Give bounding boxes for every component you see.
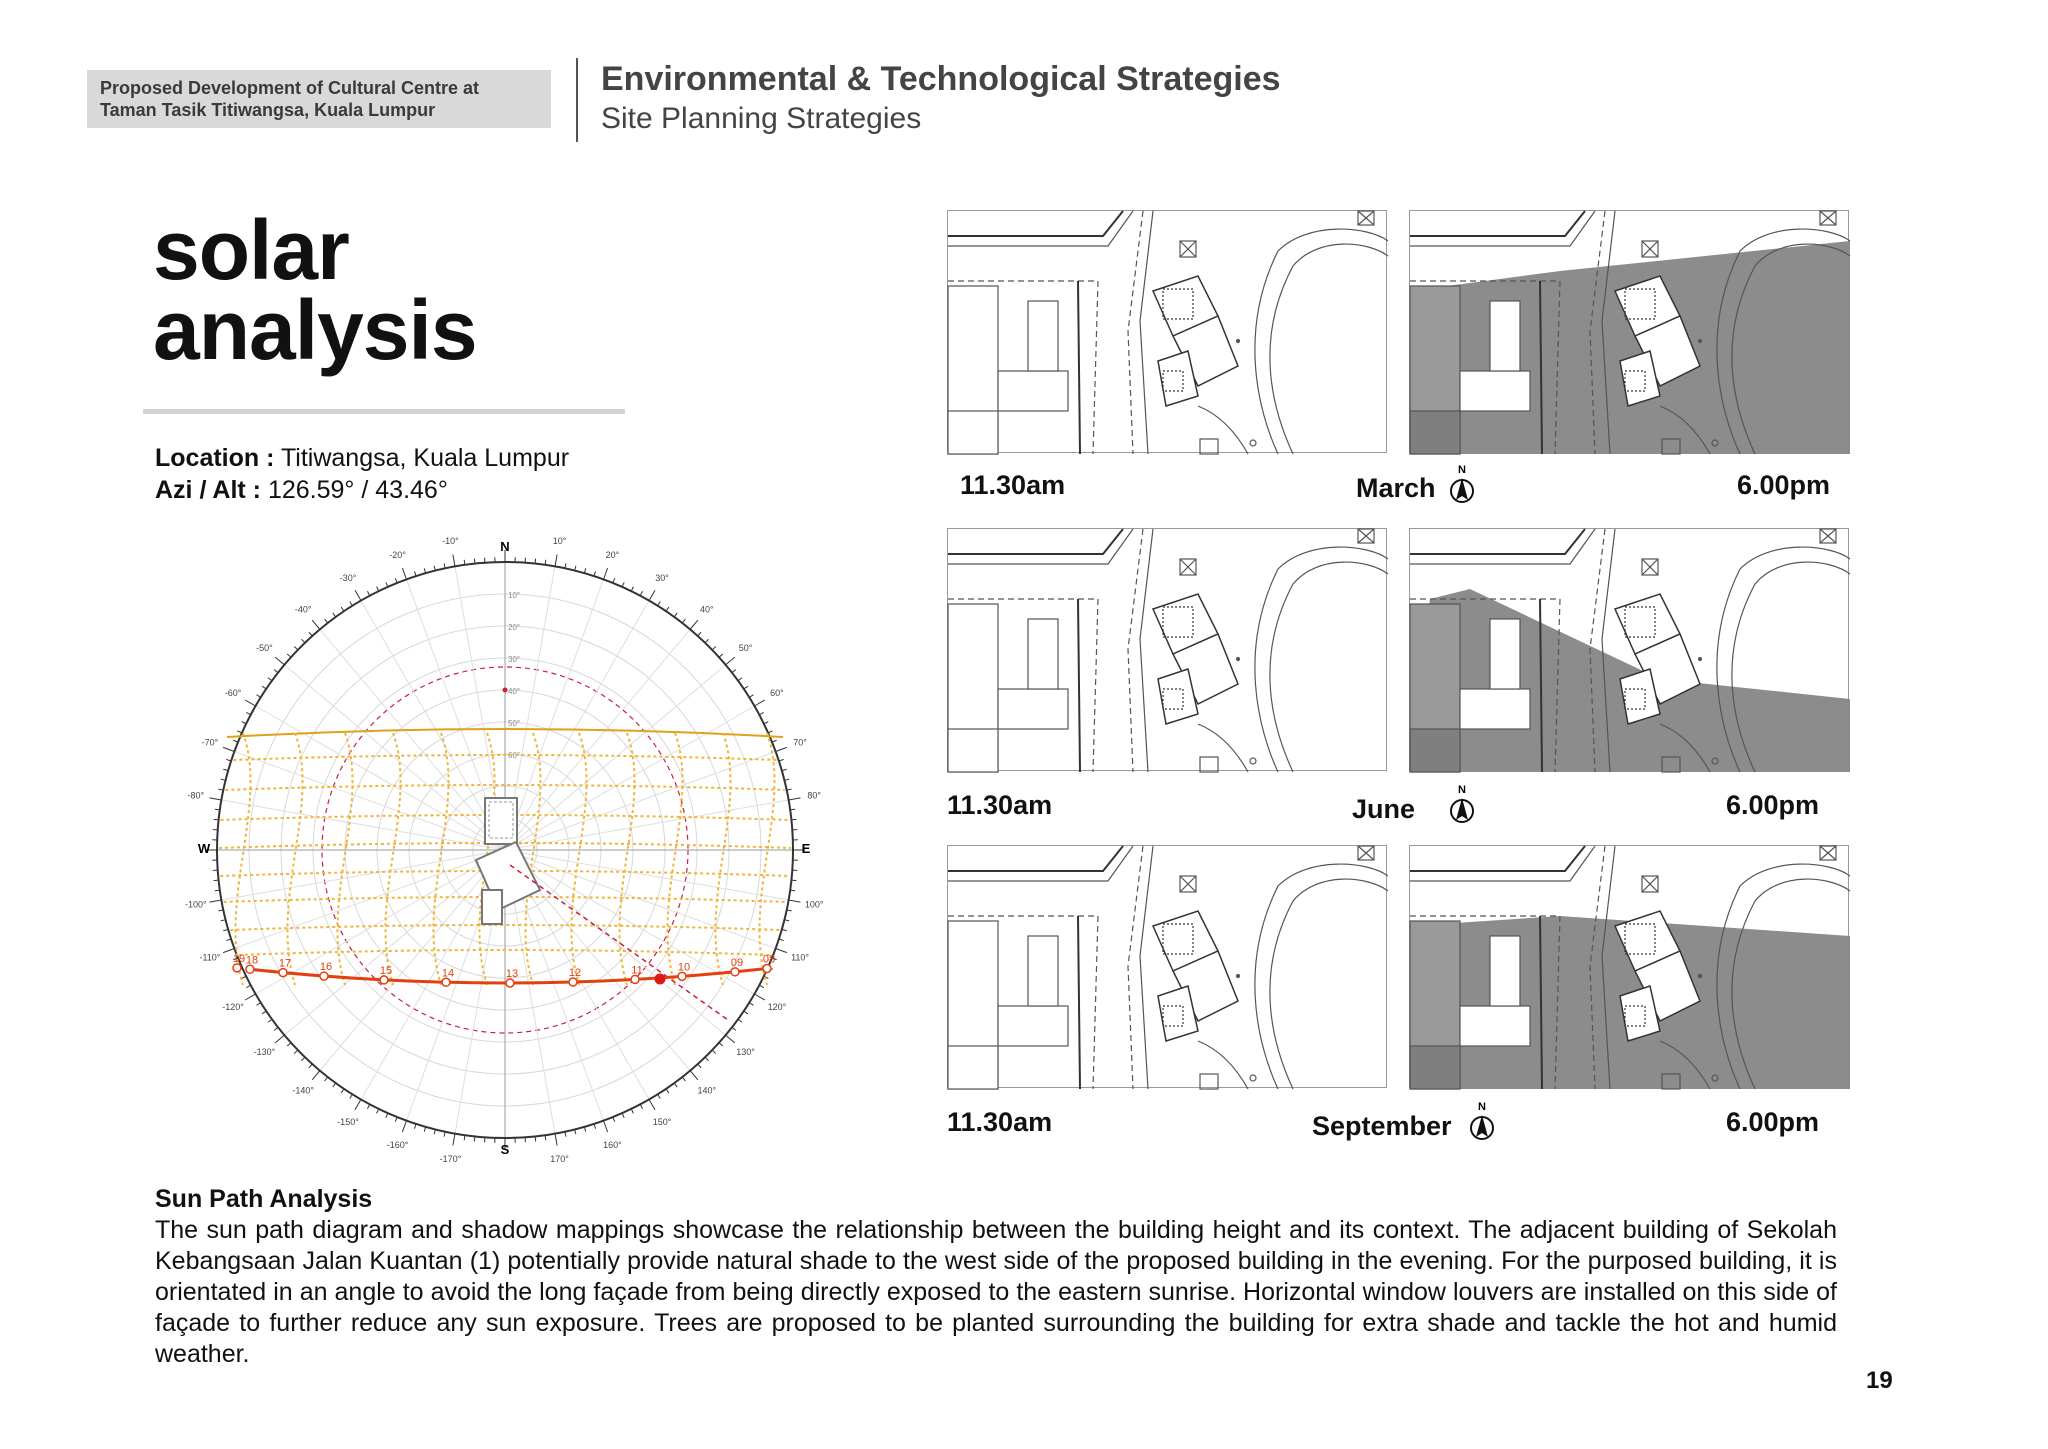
- cardinal-north: N: [500, 539, 510, 554]
- azimuth-label: -160°: [386, 1140, 409, 1151]
- azimuth-label: -170°: [439, 1154, 462, 1165]
- cardinal-west: W: [197, 841, 211, 856]
- september-morning-shadow-map: [947, 845, 1387, 1088]
- hour-label: 11: [631, 964, 643, 977]
- azimuth-label: 120°: [767, 1002, 787, 1012]
- north-arrow-icon: [1447, 782, 1477, 828]
- azimuth-altitude-value: 126.59° / 43.46°: [267, 476, 448, 504]
- azimuth-label: -20°: [389, 549, 406, 560]
- altitude-label: 50°: [508, 719, 521, 728]
- hour-label: 09: [730, 956, 744, 969]
- azimuth-label: -150°: [337, 1116, 359, 1127]
- azimuth-label: 170°: [550, 1154, 569, 1165]
- svg-text:N: N: [1458, 464, 1466, 476]
- sun-position-marker: [380, 976, 388, 984]
- analysis-paragraph: The sun path diagram and shadow mappings showcase the relationship between the building height and its context. The adjacent building of Sekolah Kebangsaan Jalan Kuantan (1) potentially provide natural shade to the west side of the proposed building in the evening. For the purposed building, it is orientated in an angle to avoid the long façade from being directly exposed to the eastern sunrise. Horizontal window louvers are installed on this side of façade to further reduce any sun exposure. Trees are proposed to be planted surrounding the building for extra shade and tackle the hot and humid weather.: [155, 1216, 1837, 1368]
- title-divider: [143, 409, 625, 414]
- project-line-1: Proposed Development of Cultural Centre at: [100, 78, 480, 98]
- hour-label: 15: [379, 964, 393, 977]
- sun-position-marker: [731, 968, 739, 976]
- june-evening-time: 6.00pm: [1726, 790, 1820, 820]
- september-month-label: September: [1312, 1111, 1452, 1141]
- azimuth-label: -60°: [224, 688, 242, 698]
- page-number: 19: [1866, 1367, 1893, 1394]
- march-evening-time: 6.00pm: [1737, 470, 1831, 500]
- march-morning-shadow-map: [947, 210, 1387, 453]
- azimuth-label: -30°: [339, 573, 357, 584]
- current-sun-marker: [655, 974, 666, 985]
- page-title-line-2: analysis: [153, 283, 477, 377]
- azimuth-altitude-label: Azi / Alt :: [155, 476, 262, 504]
- sun-position-marker: [246, 965, 254, 973]
- site-building-outline: [476, 798, 540, 924]
- azimuth-label: -10°: [442, 535, 459, 546]
- june-morning-shadow-map: [947, 528, 1387, 771]
- north-arrow-icon: [1447, 462, 1477, 508]
- sun-position-marker: [279, 969, 287, 977]
- azimuth-label: 40°: [700, 604, 714, 615]
- september-evening-time: 6.00pm: [1726, 1107, 1820, 1137]
- hour-label: 17: [278, 957, 292, 970]
- sun-position-marker: [763, 965, 771, 973]
- hour-label: 18: [245, 954, 259, 967]
- header-divider: [576, 58, 578, 142]
- project-label: [87, 70, 551, 128]
- azimuth-altitude-info: [155, 476, 448, 505]
- sun-position-marker: [678, 972, 686, 980]
- azimuth-label: 140°: [697, 1085, 717, 1096]
- march-month-label: March: [1356, 473, 1436, 503]
- altitude-label: 20°: [508, 623, 521, 632]
- svg-text:N: N: [1458, 784, 1466, 796]
- june-evening-shadow-map: [1409, 528, 1849, 771]
- page-title-line-1: solar: [153, 203, 349, 297]
- svg-text:N: N: [1478, 1101, 1486, 1113]
- analysis-heading: Sun Path Analysis: [155, 1185, 373, 1213]
- location-value: Titiwangsa, Kuala Lumpur: [280, 444, 570, 472]
- altitude-label: 30°: [508, 655, 521, 664]
- sun-position-marker: [631, 975, 639, 983]
- hour-label: 12: [568, 967, 582, 980]
- azimuth-label: 130°: [736, 1046, 755, 1057]
- north-arrow-icon: [1467, 1099, 1497, 1145]
- location-info: [155, 444, 569, 473]
- azimuth-label: -80°: [187, 790, 205, 801]
- azimuth-label: 20°: [605, 549, 620, 560]
- altitude-label: 60°: [508, 751, 521, 760]
- azimuth-label: 70°: [793, 737, 807, 748]
- azimuth-label: -70°: [201, 737, 219, 748]
- azimuth-label: -50°: [256, 643, 273, 654]
- september-evening-shadow-map: [1409, 845, 1849, 1088]
- hour-label: 19: [232, 952, 246, 965]
- azimuth-label: 30°: [655, 573, 669, 584]
- azimuth-label: 80°: [807, 790, 822, 801]
- azimuth-label: 60°: [770, 688, 784, 698]
- section-subtitle: Site Planning Strategies: [601, 102, 922, 135]
- section-title: Environmental & Technological Strategies: [601, 60, 1281, 98]
- sun-position-marker: [442, 978, 450, 986]
- azimuth-label: -40°: [294, 604, 312, 615]
- june-month-label: June: [1352, 794, 1416, 824]
- azimuth-label: -140°: [292, 1085, 314, 1096]
- azimuth-label: -130°: [253, 1046, 276, 1057]
- sun-position-marker: [233, 964, 241, 972]
- hour-label: 08: [762, 953, 776, 966]
- september-morning-time: 11.30am: [947, 1107, 1053, 1137]
- hour-label: 16: [319, 961, 333, 974]
- hour-label: 14: [441, 967, 455, 980]
- altitude-label: 40°: [508, 687, 521, 696]
- hour-label: 13: [505, 967, 519, 980]
- sun-path-diagram: [180, 530, 824, 1170]
- cardinal-south: S: [500, 1142, 510, 1157]
- june-morning-time: 11.30am: [947, 790, 1053, 820]
- project-line-2: Taman Tasik Titiwangsa, Kuala Lumpur: [100, 100, 436, 120]
- sun-position-marker: [569, 978, 577, 986]
- azimuth-label: 10°: [552, 535, 567, 546]
- march-evening-shadow-map: [1409, 210, 1849, 453]
- march-morning-time: 11.30am: [960, 470, 1066, 500]
- altitude-label: 10°: [508, 591, 521, 600]
- hour-label: 10: [677, 961, 691, 974]
- location-label: Location :: [155, 444, 275, 472]
- sun-position-marker: [320, 972, 328, 980]
- azimuth-label: -100°: [184, 899, 207, 910]
- azimuth-label: 100°: [804, 899, 824, 910]
- azimuth-label: 50°: [738, 643, 753, 654]
- page-title: [153, 203, 477, 377]
- sun-position-marker: [506, 979, 514, 987]
- azimuth-label: -110°: [199, 952, 221, 963]
- azimuth-label: 160°: [603, 1140, 622, 1151]
- azimuth-label: 150°: [652, 1116, 672, 1127]
- azimuth-label: -120°: [222, 1002, 244, 1012]
- cardinal-east: E: [801, 841, 811, 856]
- azimuth-label: 110°: [791, 952, 810, 963]
